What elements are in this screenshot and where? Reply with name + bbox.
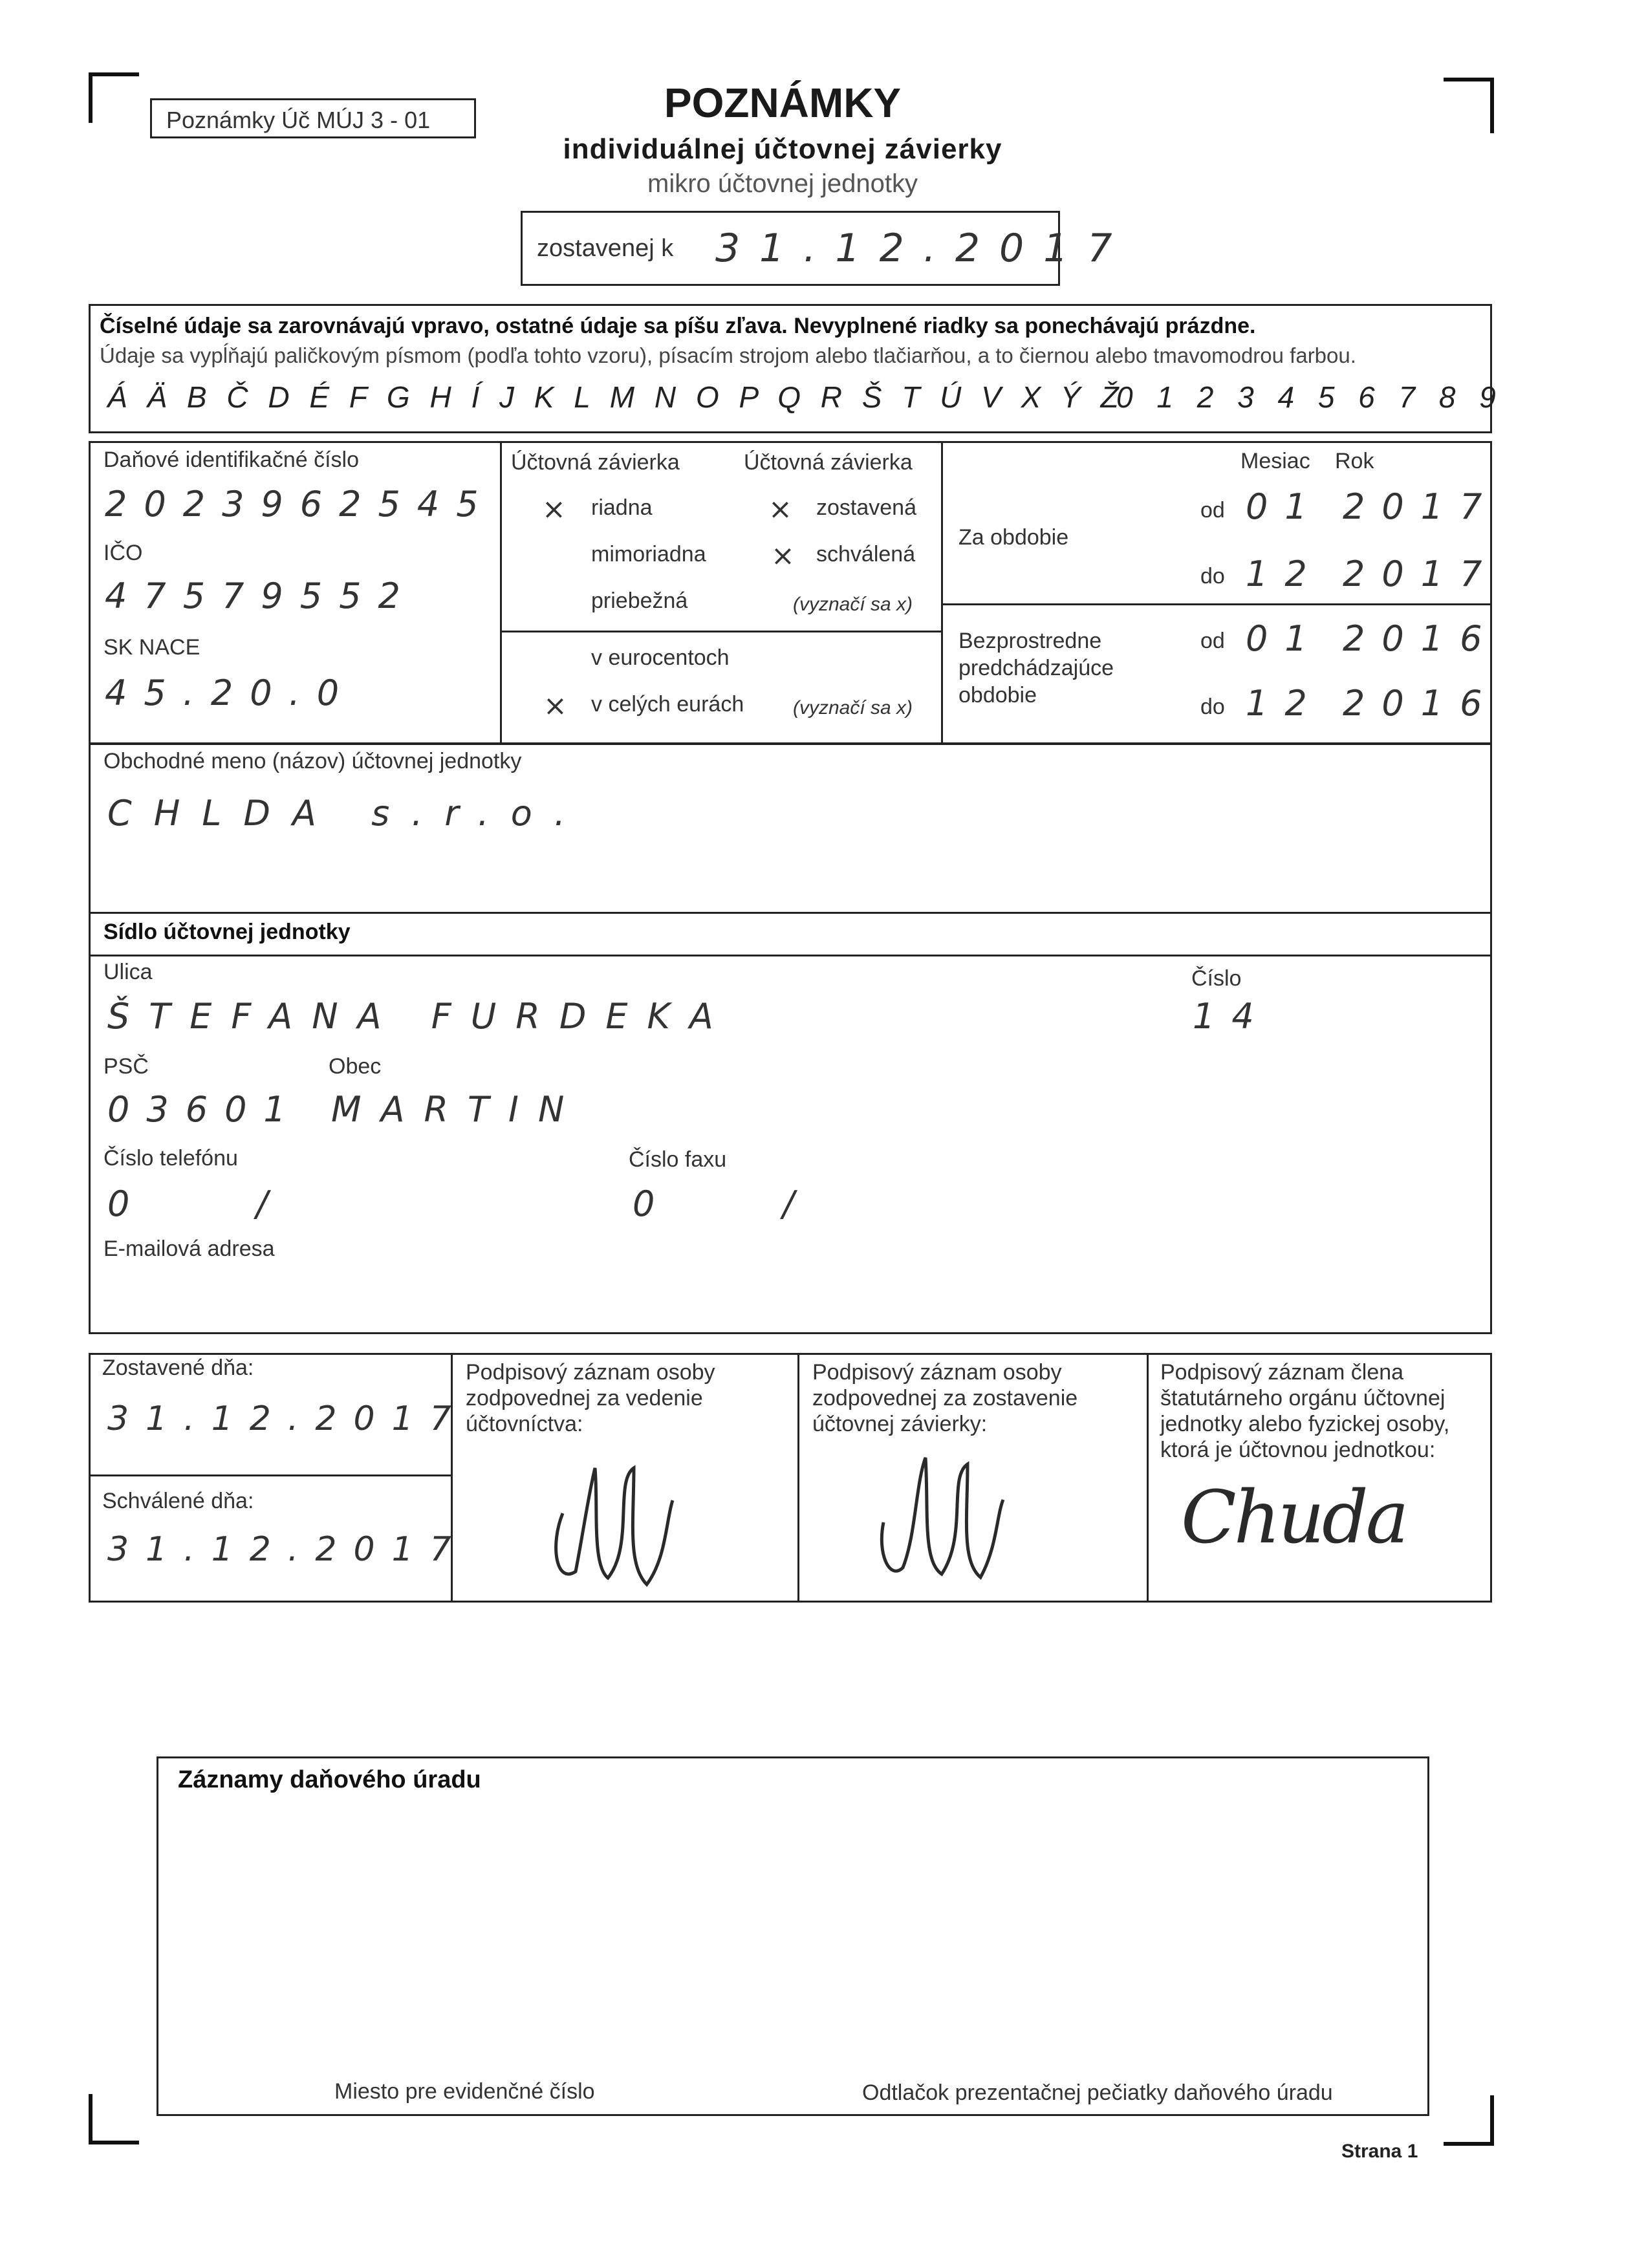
evidence-number-label: Miesto pre evidenčné číslo (334, 2079, 595, 2104)
phone-prefix: 0 (107, 1183, 147, 1224)
corner-mark-bottom-left (89, 2094, 139, 2144)
divider (89, 912, 1492, 914)
stamp-label: Odtlačok prezentačnej pečiatky daňového úradu (862, 2080, 1333, 2105)
divider (797, 1353, 799, 1603)
signature-1-scribble (537, 1442, 698, 1597)
zostavena-x-mark: × (768, 493, 792, 526)
compiled-label: zostavenej k (537, 235, 674, 262)
compiled-value: 31.12.2017 (715, 226, 1132, 271)
statement-type-header-1: Účtovná závierka (511, 450, 680, 475)
statement-type-header-2: Účtovná závierka (744, 450, 913, 475)
tax-office-title: Záznamy daňového úradu (178, 1766, 481, 1793)
city-label: Obec (329, 1054, 382, 1079)
company-name-value: CHLDA s.r.o. (107, 793, 587, 834)
previous-period-label-2: predchádzajúce (958, 656, 1114, 680)
nace-label: SK NACE (103, 635, 200, 660)
approved-on-label: Schválené dňa: (102, 1489, 254, 1513)
divider (500, 631, 941, 632)
celych-eurach-x-mark: × (543, 689, 567, 722)
previous-to-month: 12 (1246, 683, 1324, 724)
previous-from-year: 2016 (1343, 618, 1499, 659)
current-from-month: 01 (1246, 486, 1324, 527)
previous-from-month: 01 (1246, 618, 1324, 659)
mimoriadna-label: mimoriadna (591, 542, 706, 567)
current-from-year: 2017 (1343, 486, 1499, 527)
psc-label: PSČ (103, 1054, 149, 1079)
signature-1-label: Podpisový záznam osoby zodpovednej za vedenie účtovníctva: (466, 1360, 715, 1436)
corner-mark-bottom-right (1444, 2095, 1494, 2146)
company-name-label: Obchodné meno (názov) účtovnej jednotky (103, 749, 522, 773)
page-title: POZNÁMKY (664, 80, 902, 126)
page-subtitle-2: mikro účtovnej jednotky (647, 169, 918, 198)
form-code: Poznámky Úč MÚJ 3 - 01 (166, 107, 431, 133)
current-from-label: od (1200, 498, 1225, 523)
schvalena-label: schválená (816, 542, 916, 567)
approved-on-value: 31.12.2017 (107, 1530, 468, 1569)
divider (1147, 1353, 1149, 1603)
riadna-label: riadna (591, 495, 653, 520)
ico-value: 47579552 (105, 576, 417, 616)
corner-mark-top-right (1444, 78, 1494, 133)
eurocentoch-label: v eurocentoch (591, 645, 730, 670)
mark-note: (vyznačí sa x) (793, 594, 913, 615)
street-number-label: Číslo (1191, 966, 1242, 991)
phone-label: Číslo telefónu (103, 1146, 238, 1171)
current-to-month: 12 (1246, 554, 1324, 594)
current-to-label: do (1200, 564, 1225, 589)
compiled-on-label: Zostavené dňa: (102, 1355, 254, 1380)
signature-3-text: Chuda (1181, 1476, 1407, 1560)
schvalena-x-mark: × (771, 539, 795, 572)
sample-digits: 0 1 2 3 4 5 6 7 8 9 (1116, 380, 1504, 414)
dic-value: 2023962545 (105, 484, 495, 524)
address-section-title: Sídlo účtovnej jednotky (103, 920, 351, 944)
city-value: MARTIN (331, 1089, 584, 1130)
phone-slash: / (256, 1183, 285, 1224)
divider (500, 441, 502, 745)
signature-3-label: Podpisový záznam člena štatutárneho orgánu účtovnej jednotky alebo fyzickej osoby, ktorá je účtovnou jednotkou: (1160, 1360, 1450, 1462)
instructions-line-2: Údaje sa vypĺňajú paličkovým písmom (podľa tohto vzoru), písacím strojom alebo tlačiarňou, a to čiernou alebo tmavomodrou farbou. (100, 343, 1356, 367)
month-header: Mesiac (1240, 449, 1310, 473)
ico-label: IČO (103, 541, 143, 565)
celych-eurach-label: v celých eurách (591, 692, 744, 717)
page-subtitle: individuálnej účtovnej závierky (563, 133, 1002, 165)
corner-mark-top-left (89, 72, 139, 123)
fax-prefix: 0 (633, 1183, 672, 1224)
riadna-x-mark: × (542, 493, 566, 526)
psc-value: 03601 (107, 1089, 303, 1130)
instructions-box (89, 304, 1504, 433)
mark-note-2: (vyznačí sa x) (793, 697, 913, 718)
compiled-date-box (521, 211, 1132, 286)
signature-2-label: Podpisový záznam osoby zodpovednej za zostavenie účtovnej závierky: (812, 1360, 1078, 1436)
compiled-on-value: 31.12.2017 (107, 1399, 468, 1438)
dic-label: Daňové identifikačné číslo (103, 448, 360, 472)
nace-value: 45.20.0 (105, 673, 356, 713)
previous-from-label: od (1200, 629, 1225, 653)
street-label: Ulica (103, 960, 153, 984)
year-header: Rok (1335, 449, 1374, 473)
previous-to-year: 2016 (1343, 683, 1499, 724)
divider (941, 441, 943, 745)
divider (89, 955, 1492, 956)
street-value: ŠTEFANA FURDEKA (107, 996, 733, 1037)
sample-letters: Á Ä B Č D É F G H Í J K L M N O P Q R Š T Ú V X Ý Ž (107, 380, 1125, 414)
street-number-value: 14 (1193, 996, 1271, 1037)
previous-period-label-3: obdobie (958, 683, 1037, 707)
previous-period-label-1: Bezprostredne (958, 629, 1102, 653)
tax-office-box (157, 1756, 1429, 2116)
zostavena-label: zostavená (816, 495, 916, 520)
divider (941, 603, 1492, 605)
form-code-box (150, 98, 476, 138)
fax-label: Číslo faxu (629, 1147, 727, 1172)
fax-slash: / (783, 1183, 812, 1224)
instructions-line-1: Číselné údaje sa zarovnávajú vpravo, ostatné údaje sa píšu zľava. Nevyplnené riadky sa ponechávajú prázdne. (100, 314, 1256, 338)
current-to-year: 2017 (1343, 554, 1499, 594)
signature-2-scribble (864, 1438, 1026, 1593)
previous-to-label: do (1200, 695, 1225, 719)
page-number: Strana 1 (1341, 2141, 1418, 2162)
divider (89, 1474, 451, 1476)
email-label: E-mailová adresa (103, 1237, 275, 1261)
priebezna-label: priebežná (591, 589, 688, 613)
current-period-label: Za obdobie (958, 525, 1069, 550)
